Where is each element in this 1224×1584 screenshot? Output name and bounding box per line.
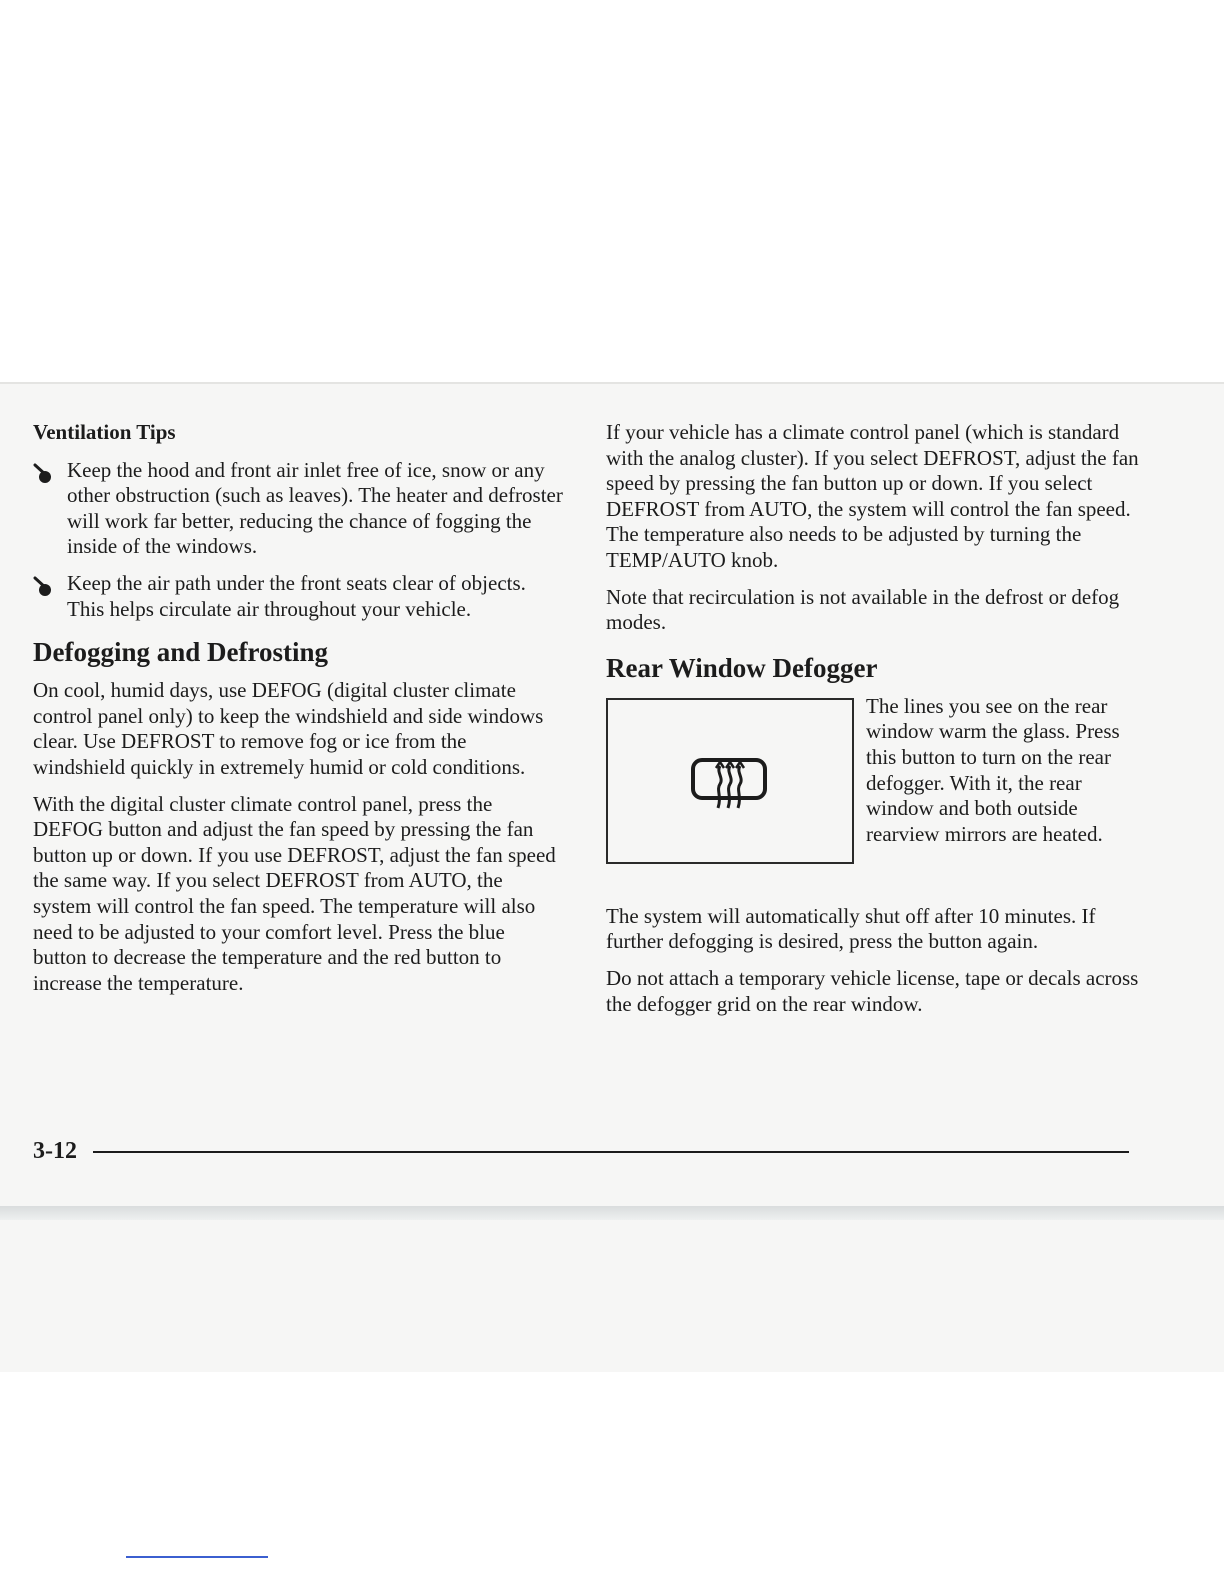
- body-paragraph: Do not attach a temporary vehicle license, tape or decals across the defogger grid on the rear window.: [606, 965, 1139, 1016]
- tip-text: Keep the air path under the front seats clear of objects. This helps circulate air throughout your vehicle.: [67, 570, 526, 621]
- bottom-link-underline[interactable]: [126, 1556, 268, 1558]
- tip-text: Keep the hood and front air inlet free of ice, snow or any other obstruction (such as leaves). The heater and defroster will work far better, reducing the chance of fogging the inside of the windows.: [67, 457, 563, 559]
- ventilation-tips-heading: Ventilation Tips: [33, 420, 176, 444]
- body-paragraph: The system will automatically shut off after 10 minutes. If further defogging is desired, press the button again.: [606, 903, 1096, 954]
- defogger-figure: [606, 694, 1146, 884]
- page-number: 3-12: [33, 1138, 77, 1164]
- right-column: [606, 420, 1146, 1028]
- defogger-caption: The lines you see on the rear window warm the glass. Press this button to turn on the rear defogger. With it, the rear window and both outside rearview mirrors are heated.: [866, 693, 1120, 846]
- scan-bottom-band: [0, 1206, 1224, 1220]
- defogger-button-illustration: [606, 698, 854, 864]
- rear-defogger-heading: Rear Window Defogger: [606, 652, 878, 683]
- bullet-icon: [33, 462, 53, 484]
- body-paragraph: With the digital cluster climate control panel, press the DEFOG button and adjust the fan speed by pressing the fan button up or down. If you use DEFROST, adjust the fan speed the same way. If you select DEFROST from AUTO, the system will control the fan speed. The temperature will also need to be adjusted to your comfort level. Press the blue button to decrease the temperature and the red button to increase the temperature.: [33, 791, 556, 995]
- body-paragraph: Note that recirculation is not available in the defrost or defog modes.: [606, 584, 1120, 635]
- tip-item: [33, 458, 563, 560]
- tip-item: [33, 571, 563, 622]
- defogging-heading: Defogging and Defrosting: [33, 637, 329, 668]
- left-column: [33, 420, 563, 1007]
- body-paragraph: On cool, humid days, use DEFOG (digital cluster climate control panel only) to keep the windshield and side windows clear. Use DEFROST to remove fog or ice from the windshield quickly in extremely humid or cold conditions.: [33, 678, 544, 779]
- scan-top-edge: [0, 382, 1224, 384]
- footer-rule: [93, 1151, 1129, 1153]
- body-paragraph: If your vehicle has a climate control panel (which is standard with the analog cluster). If you select DEFROST, adjust the fan speed by pressing the fan button up or down. If you select DEFROST from AUTO, the system will control the fan speed. The temperature also needs to be adjusted by turning the TEMP/AUTO knob.: [606, 420, 1139, 572]
- page-footer: [33, 1134, 1129, 1168]
- bullet-icon: [33, 575, 53, 597]
- rear-defogger-icon: [690, 756, 768, 816]
